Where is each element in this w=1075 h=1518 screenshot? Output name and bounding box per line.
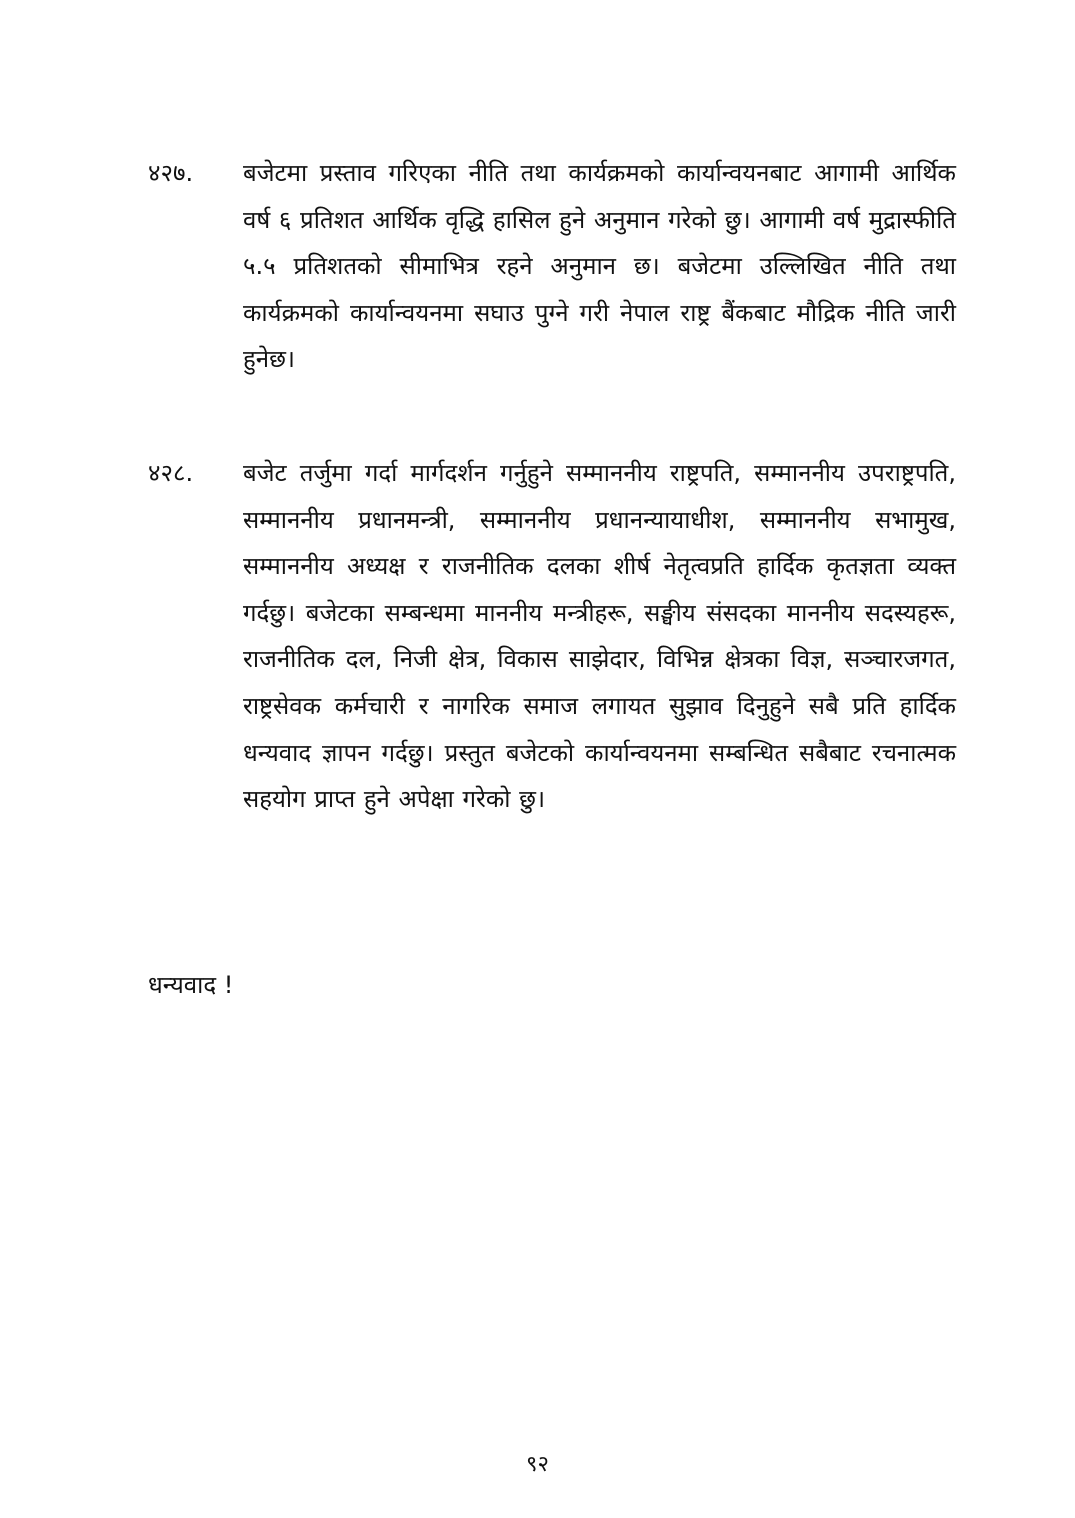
paragraph-number: ४२७. — [148, 159, 194, 187]
paragraph-text: बजेटमा प्रस्ताव गरिएका नीति तथा कार्यक्रमको कार्यान्वयनबाट आगामी आर्थिक वर्ष ६ प्रतिशत आर्थिक वृद्धि हासिल हुने अनुमान गरेको छु। आगामी वर्ष मुद्रास्फीति ५.५ प्रतिशतको सीमाभित्र रहने अनुमान छ। बजेटमा उल्लिखित नीति तथा कार्यक्रमको कार्यान्वयनमा सघाउ पुग्ने गरी नेपाल राष्ट्र बैंकबाट मौद्रिक नीति जारी हुनेछ। — [243, 159, 956, 374]
page-number: ९२ — [526, 1452, 549, 1477]
paragraph-text: बजेट तर्जुमा गर्दा मार्गदर्शन गर्नुहुने सम्माननीय राष्ट्रपति, सम्माननीय उपराष्ट्रपति, सम्माननीय प्रधानमन्त्री, सम्माननीय प्रधानन्यायाधीश, सम्माननीय सभामुख, सम्माननीय अध्यक्ष र राजनीतिक दलका शीर्ष नेतृत्वप्रति हार्दिक कृतज्ञता व्यक्त गर्दछु। बजेटका सम्बन्धमा माननीय मन्त्रीहरू, सङ्घीय संसदका माननीय सदस्यहरू, राजनीतिक दल, निजी क्षेत्र, विकास साझेदार, विभिन्न क्षेत्रका विज्ञ, सञ्चारजगत, राष्ट्रसेवक कर्मचारी र नागरिक समाज लगायत सुझाव दिनुहुने सबै प्रति हार्दिक धन्यवाद ज्ञापन गर्दछु। प्रस्तुत बजेटको कार्यान्वयनमा सम्बन्धित सबैबाट रचनात्मक सहयोग प्राप्त हुने अपेक्षा गरेको छु। — [243, 459, 956, 814]
paragraph-number: ४२८. — [148, 459, 194, 487]
closing-thanks: धन्यवाद ! — [148, 971, 234, 999]
